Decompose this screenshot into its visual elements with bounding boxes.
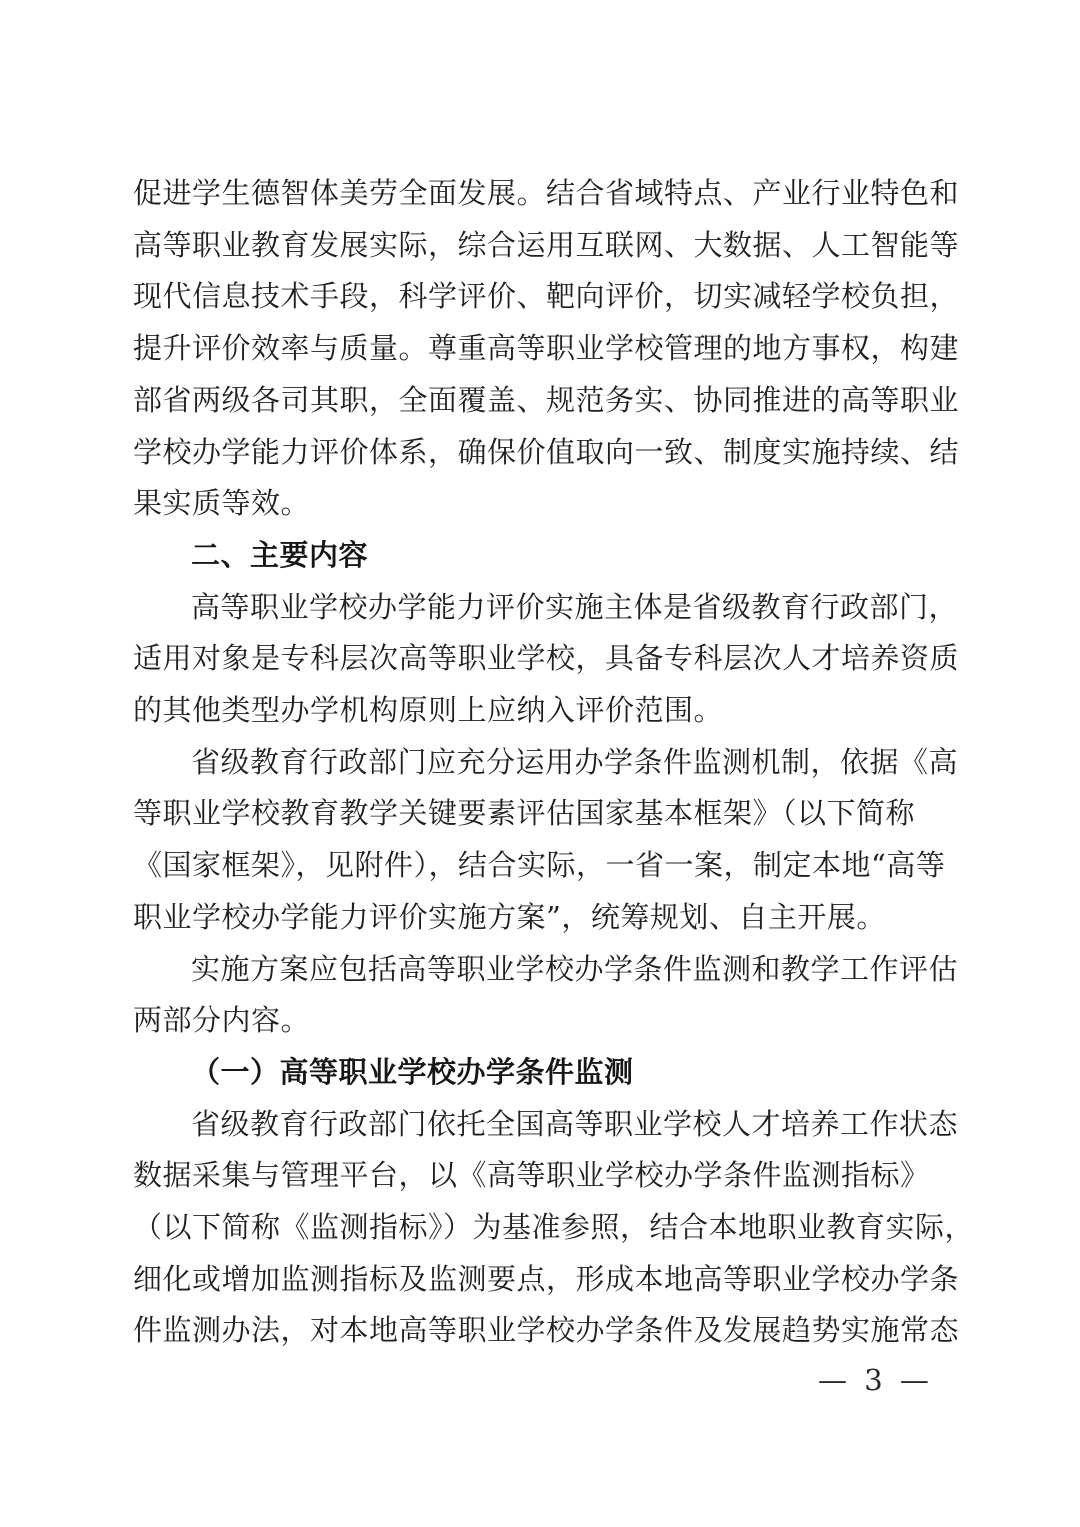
text-line: 件监测办法，对本地高等职业学校办学条件及发展趋势实施常态: [133, 1313, 960, 1348]
text-line: 等职业学校教育教学关键要素评估国家基本框架》（以下简称: [133, 796, 916, 831]
section-heading-condition-monitoring: （一）高等职业学校办学条件监测: [191, 1054, 634, 1089]
text-line: 省级教育行政部门应充分运用办学条件监测机制，依据《高: [191, 744, 959, 779]
text-line: 《国家框架》，见附件），结合实际，一省一案，制定本地“高等: [133, 848, 946, 883]
document-body: [133, 168, 975, 1357]
text-line: 高等职业学校办学能力评价实施主体是省级教育行政部门，: [191, 589, 959, 624]
text-line: 细化或增加监测指标及监测要点，形成本地高等职业学校办学条: [133, 1261, 960, 1296]
text-line: 的其他类型办学机构原则上应纳入评价范围。: [133, 693, 724, 728]
text-line: 适用对象是专科层次高等职业学校，具备专科层次人才培养资质: [133, 641, 960, 676]
text-line: 高等职业教育发展实际，综合运用互联网、大数据、人工智能等: [133, 227, 960, 262]
text-line: 学校办学能力评价体系，确保价值取向一致、制度实施持续、结: [133, 434, 960, 469]
text-line: 促进学生德智体美劳全面发展。结合省域特点、产业行业特色和: [133, 176, 960, 210]
text-line: 数据采集与管理平台，以《高等职业学校办学条件监测指标》: [133, 1158, 930, 1193]
text-line: 两部分内容。: [133, 1003, 311, 1038]
text-line: 职业学校办学能力评价实施方案”，统筹规划、自主开展。: [133, 899, 886, 934]
text-line: 省级教育行政部门依托全国高等职业学校人才培养工作状态: [191, 1106, 959, 1141]
page-number: — 3 —: [818, 1363, 933, 1397]
section-heading-main-content: 二、主要内容: [191, 537, 369, 572]
text-line: 果实质等效。: [133, 486, 311, 521]
text-line: （以下简称《监测指标》）为基准参照，结合本地职业教育实际，: [133, 1210, 975, 1245]
text-line: 现代信息技术手段，科学评价、靶向评价，切实减轻学校负担，: [133, 279, 960, 314]
text-line: 提升评价效率与质量。尊重高等职业学校管理的地方事权，构建: [133, 331, 960, 366]
text-line: 部省两级各司其职，全面覆盖、规范务实、协同推进的高等职业: [133, 382, 960, 417]
text-line: 实施方案应包括高等职业学校办学条件监测和教学工作评估: [191, 951, 959, 986]
